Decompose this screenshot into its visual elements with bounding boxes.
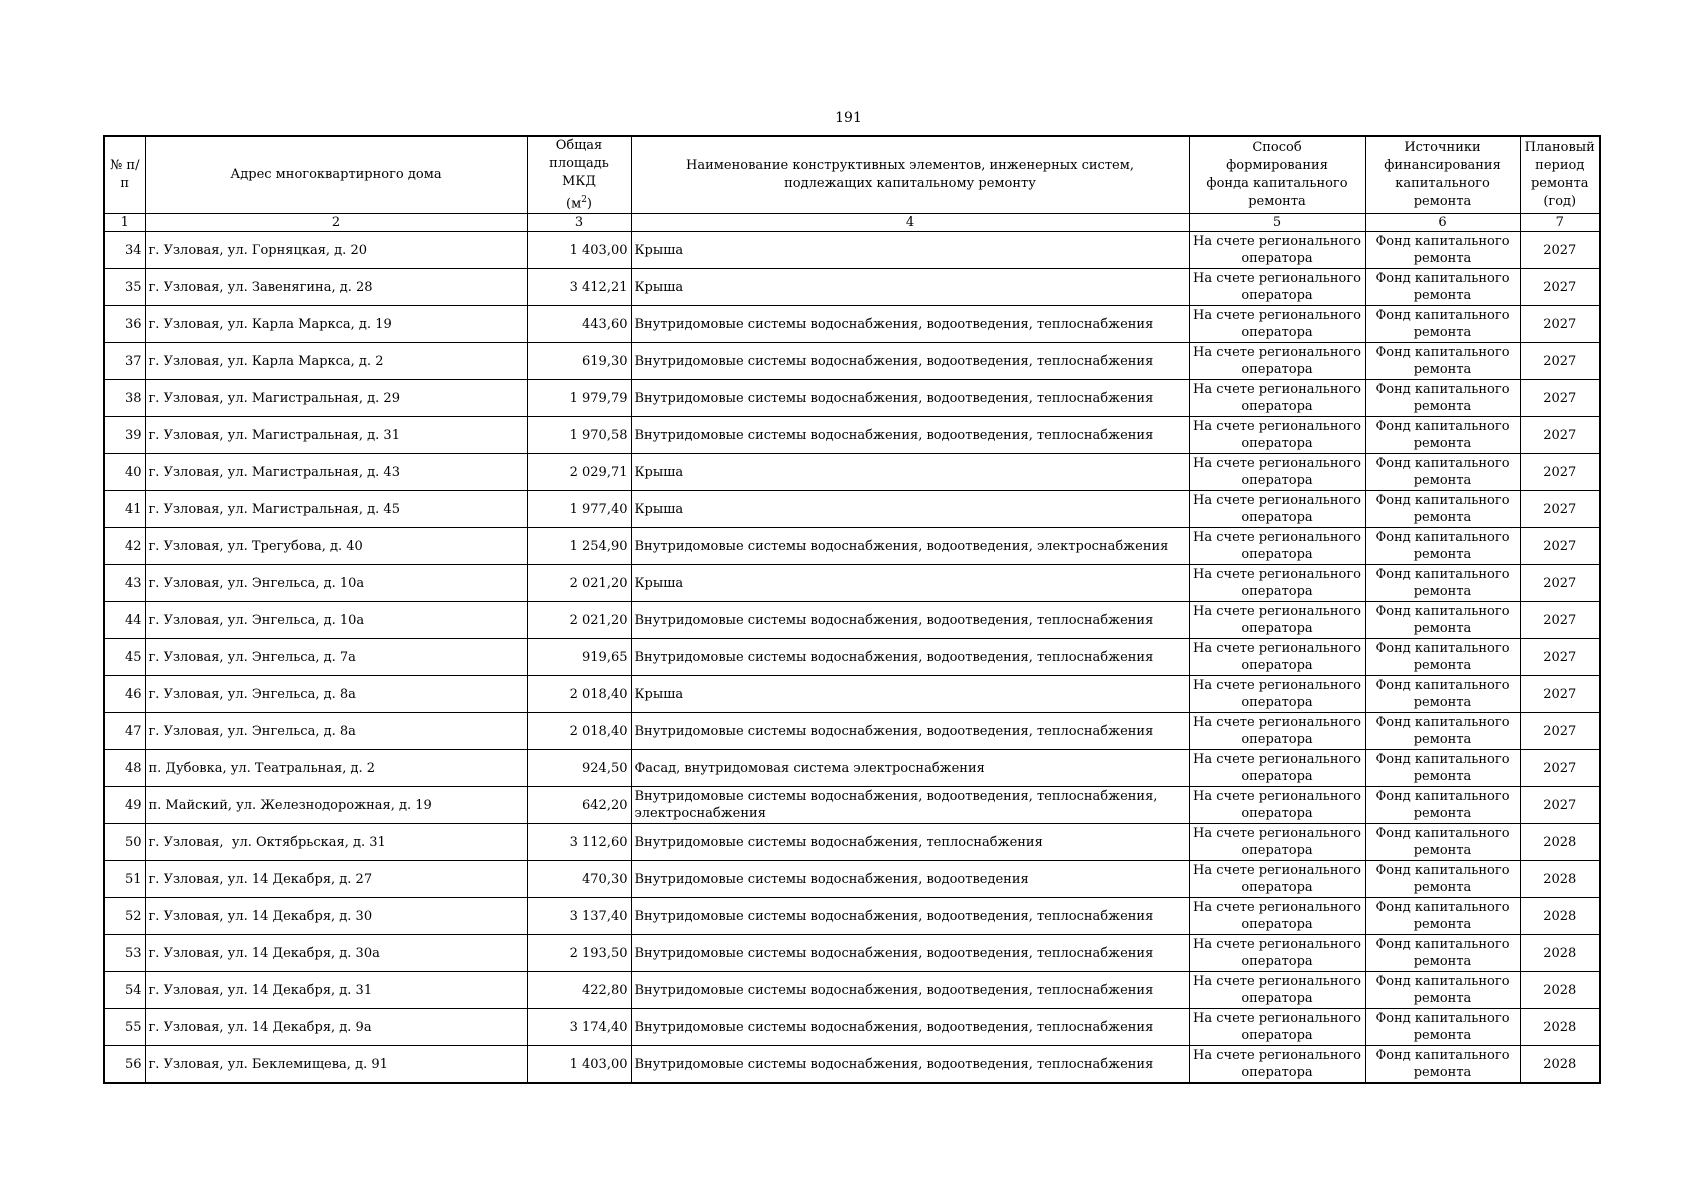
row-elements: Внутридомовые системы водоснабжения, теплоснабжения <box>631 824 1189 861</box>
table-row <box>104 602 1600 639</box>
row-source: Фонд капитального ремонта <box>1365 713 1520 750</box>
row-area: 919,65 <box>527 639 631 676</box>
row-elements: Внутридомовые системы водоснабжения, водоотведения, теплоснабжения <box>631 306 1189 343</box>
header-area-label: Общая площадь МКД <box>549 138 609 189</box>
row-way: На счете регионального оператора <box>1189 750 1365 787</box>
table-row <box>104 1046 1600 1084</box>
row-address: г. Узловая, ул. 14 Декабря, д. 30а <box>145 935 527 972</box>
table-row <box>104 565 1600 602</box>
row-address: п. Дубовка, ул. Театральная, д. 2 <box>145 750 527 787</box>
header-col-year: Плановый период ремонта (год) <box>1520 136 1600 214</box>
row-year: 2027 <box>1520 269 1600 306</box>
row-source: Фонд капитального ремонта <box>1365 491 1520 528</box>
row-address: г. Узловая, ул. Трегубова, д. 40 <box>145 528 527 565</box>
row-way: На счете регионального оператора <box>1189 454 1365 491</box>
row-year: 2027 <box>1520 232 1600 269</box>
row-number: 43 <box>104 565 145 602</box>
table-row <box>104 861 1600 898</box>
row-elements: Внутридомовые системы водоснабжения, водоотведения, теплоснабжения <box>631 972 1189 1009</box>
row-elements: Крыша <box>631 269 1189 306</box>
table-row <box>104 713 1600 750</box>
row-source: Фонд капитального ремонта <box>1365 380 1520 417</box>
table-row <box>104 972 1600 1009</box>
table-row <box>104 676 1600 713</box>
row-elements: Крыша <box>631 232 1189 269</box>
row-number: 40 <box>104 454 145 491</box>
row-year: 2028 <box>1520 861 1600 898</box>
column-number-row <box>104 214 1600 232</box>
table-row <box>104 491 1600 528</box>
row-way: На счете регионального оператора <box>1189 565 1365 602</box>
table-row <box>104 935 1600 972</box>
row-elements: Крыша <box>631 454 1189 491</box>
row-area: 2 018,40 <box>527 676 631 713</box>
row-number: 39 <box>104 417 145 454</box>
row-way: На счете регионального оператора <box>1189 898 1365 935</box>
row-area: 2 029,71 <box>527 454 631 491</box>
row-area: 422,80 <box>527 972 631 1009</box>
row-address: г. Узловая, ул. Карла Маркса, д. 2 <box>145 343 527 380</box>
row-number: 46 <box>104 676 145 713</box>
table-row <box>104 898 1600 935</box>
row-way: На счете регионального оператора <box>1189 861 1365 898</box>
row-area: 3 412,21 <box>527 269 631 306</box>
row-way: На счете регионального оператора <box>1189 935 1365 972</box>
row-address: г. Узловая, ул. Магистральная, д. 29 <box>145 380 527 417</box>
row-way: На счете регионального оператора <box>1189 824 1365 861</box>
row-elements: Внутридомовые системы водоснабжения, водоотведения, теплоснабжения <box>631 639 1189 676</box>
row-year: 2027 <box>1520 639 1600 676</box>
row-number: 35 <box>104 269 145 306</box>
header-col-elements: Наименование конструктивных элементов, инженерных систем, подлежащих капитальному ремонту <box>631 136 1189 214</box>
row-source: Фонд капитального ремонта <box>1365 787 1520 824</box>
row-way: На счете регионального оператора <box>1189 269 1365 306</box>
header-col-source: Источники финансирования капитального ремонта <box>1365 136 1520 214</box>
row-number: 51 <box>104 861 145 898</box>
row-area: 1 403,00 <box>527 232 631 269</box>
row-number: 49 <box>104 787 145 824</box>
row-source: Фонд капитального ремонта <box>1365 454 1520 491</box>
row-number: 48 <box>104 750 145 787</box>
table-row <box>104 787 1600 824</box>
row-area: 1 403,00 <box>527 1046 631 1084</box>
row-way: На счете регионального оператора <box>1189 713 1365 750</box>
row-elements: Крыша <box>631 676 1189 713</box>
column-number: 6 <box>1365 214 1520 232</box>
row-way: На счете регионального оператора <box>1189 343 1365 380</box>
header-col-number: № п/п <box>104 136 145 214</box>
row-year: 2027 <box>1520 528 1600 565</box>
row-way: На счете регионального оператора <box>1189 639 1365 676</box>
row-area: 470,30 <box>527 861 631 898</box>
row-address: г. Узловая, ул. Энгельса, д. 7а <box>145 639 527 676</box>
table-row <box>104 417 1600 454</box>
row-elements: Внутридомовые системы водоснабжения, водоотведения, теплоснабжения <box>631 713 1189 750</box>
row-address: г. Узловая, ул. Октябрьская, д. 31 <box>145 824 527 861</box>
column-number: 7 <box>1520 214 1600 232</box>
row-elements: Внутридомовые системы водоснабжения, водоотведения, теплоснабжения <box>631 1046 1189 1084</box>
row-source: Фонд капитального ремонта <box>1365 935 1520 972</box>
table-body <box>104 232 1600 1084</box>
column-number: 5 <box>1189 214 1365 232</box>
row-address: г. Узловая, ул. 14 Декабря, д. 27 <box>145 861 527 898</box>
row-address: г. Узловая, ул. Энгельса, д. 8а <box>145 676 527 713</box>
row-elements: Внутридомовые системы водоснабжения, водоотведения, теплоснабжения <box>631 898 1189 935</box>
repair-plan-table <box>103 135 1601 1084</box>
header-area-sup: 2 <box>581 195 587 205</box>
column-number: 2 <box>145 214 527 232</box>
row-area: 1 979,79 <box>527 380 631 417</box>
row-address: г. Узловая, ул. Энгельса, д. 10а <box>145 602 527 639</box>
row-elements: Внутридомовые системы водоснабжения, водоотведения, теплоснабжения <box>631 602 1189 639</box>
row-source: Фонд капитального ремонта <box>1365 306 1520 343</box>
table-row <box>104 306 1600 343</box>
row-year: 2027 <box>1520 306 1600 343</box>
row-year: 2028 <box>1520 1046 1600 1084</box>
row-number: 36 <box>104 306 145 343</box>
row-year: 2027 <box>1520 750 1600 787</box>
column-number: 4 <box>631 214 1189 232</box>
column-number: 1 <box>104 214 145 232</box>
row-number: 38 <box>104 380 145 417</box>
row-source: Фонд капитального ремонта <box>1365 898 1520 935</box>
row-area: 3 174,40 <box>527 1009 631 1046</box>
row-way: На счете регионального оператора <box>1189 306 1365 343</box>
row-number: 37 <box>104 343 145 380</box>
row-area: 619,30 <box>527 343 631 380</box>
row-source: Фонд капитального ремонта <box>1365 602 1520 639</box>
table-row <box>104 824 1600 861</box>
header-row <box>104 136 1600 214</box>
row-number: 45 <box>104 639 145 676</box>
row-number: 41 <box>104 491 145 528</box>
row-year: 2028 <box>1520 824 1600 861</box>
row-address: г. Узловая, ул. 14 Декабря, д. 30 <box>145 898 527 935</box>
row-address: г. Узловая, ул. Горняцкая, д. 20 <box>145 232 527 269</box>
row-address: г. Узловая, ул. 14 Декабря, д. 9а <box>145 1009 527 1046</box>
row-year: 2028 <box>1520 935 1600 972</box>
row-source: Фонд капитального ремонта <box>1365 676 1520 713</box>
row-elements: Внутридомовые системы водоснабжения, водоотведения, теплоснабжения <box>631 380 1189 417</box>
row-area: 1 977,40 <box>527 491 631 528</box>
row-year: 2027 <box>1520 565 1600 602</box>
table-row <box>104 380 1600 417</box>
row-way: На счете регионального оператора <box>1189 787 1365 824</box>
table-row <box>104 343 1600 380</box>
row-source: Фонд капитального ремонта <box>1365 824 1520 861</box>
row-year: 2028 <box>1520 898 1600 935</box>
row-year: 2028 <box>1520 972 1600 1009</box>
row-elements: Фасад, внутридомовая система электроснабжения <box>631 750 1189 787</box>
table-row <box>104 528 1600 565</box>
row-elements: Внутридомовые системы водоснабжения, водоотведения <box>631 861 1189 898</box>
row-source: Фонд капитального ремонта <box>1365 565 1520 602</box>
table-row <box>104 750 1600 787</box>
row-address: г. Узловая, ул. 14 Декабря, д. 31 <box>145 972 527 1009</box>
row-way: На счете регионального оператора <box>1189 676 1365 713</box>
row-area: 924,50 <box>527 750 631 787</box>
row-way: На счете регионального оператора <box>1189 417 1365 454</box>
row-address: г. Узловая, ул. Магистральная, д. 31 <box>145 417 527 454</box>
row-way: На счете регионального оператора <box>1189 232 1365 269</box>
row-address: п. Майский, ул. Железнодорожная, д. 19 <box>145 787 527 824</box>
header-col-way: Способ формирования фонда капитального ремонта <box>1189 136 1365 214</box>
row-area: 2 021,20 <box>527 602 631 639</box>
row-year: 2027 <box>1520 787 1600 824</box>
row-year: 2028 <box>1520 1009 1600 1046</box>
table-row <box>104 639 1600 676</box>
row-source: Фонд капитального ремонта <box>1365 269 1520 306</box>
row-way: На счете регионального оператора <box>1189 491 1365 528</box>
row-year: 2027 <box>1520 713 1600 750</box>
row-elements: Внутридомовые системы водоснабжения, водоотведения, теплоснабжения <box>631 935 1189 972</box>
row-area: 642,20 <box>527 787 631 824</box>
row-number: 56 <box>104 1046 145 1084</box>
row-source: Фонд капитального ремонта <box>1365 417 1520 454</box>
table-row <box>104 269 1600 306</box>
row-way: На счете регионального оператора <box>1189 1009 1365 1046</box>
row-address: г. Узловая, ул. Энгельса, д. 10а <box>145 565 527 602</box>
row-source: Фонд капитального ремонта <box>1365 1046 1520 1084</box>
row-year: 2027 <box>1520 491 1600 528</box>
row-address: г. Узловая, ул. Завенягина, д. 28 <box>145 269 527 306</box>
row-area: 2 193,50 <box>527 935 631 972</box>
row-year: 2027 <box>1520 380 1600 417</box>
table-row <box>104 1009 1600 1046</box>
row-address: г. Узловая, ул. Карла Маркса, д. 19 <box>145 306 527 343</box>
row-number: 54 <box>104 972 145 1009</box>
row-source: Фонд капитального ремонта <box>1365 1009 1520 1046</box>
row-way: На счете регионального оператора <box>1189 528 1365 565</box>
row-number: 44 <box>104 602 145 639</box>
row-way: На счете регионального оператора <box>1189 380 1365 417</box>
row-number: 55 <box>104 1009 145 1046</box>
row-address: г. Узловая, ул. Беклемищева, д. 91 <box>145 1046 527 1084</box>
row-year: 2027 <box>1520 343 1600 380</box>
table-row <box>104 454 1600 491</box>
row-number: 47 <box>104 713 145 750</box>
row-elements: Крыша <box>631 491 1189 528</box>
row-way: На счете регионального оператора <box>1189 1046 1365 1084</box>
row-elements: Внутридомовые системы водоснабжения, водоотведения, теплоснабжения <box>631 417 1189 454</box>
row-source: Фонд капитального ремонта <box>1365 232 1520 269</box>
row-elements: Внутридомовые системы водоснабжения, водоотведения, теплоснабжения <box>631 1009 1189 1046</box>
row-source: Фонд капитального ремонта <box>1365 861 1520 898</box>
page-number: 191 <box>835 110 862 126</box>
row-way: На счете регионального оператора <box>1189 602 1365 639</box>
row-area: 1 254,90 <box>527 528 631 565</box>
row-address: г. Узловая, ул. Магистральная, д. 43 <box>145 454 527 491</box>
row-source: Фонд капитального ремонта <box>1365 343 1520 380</box>
header-col-area <box>527 136 631 214</box>
row-number: 50 <box>104 824 145 861</box>
row-area: 2 018,40 <box>527 713 631 750</box>
row-year: 2027 <box>1520 602 1600 639</box>
header-area-unit: (м <box>566 196 582 212</box>
column-number: 3 <box>527 214 631 232</box>
row-area: 1 970,58 <box>527 417 631 454</box>
row-area: 3 112,60 <box>527 824 631 861</box>
row-area: 443,60 <box>527 306 631 343</box>
table-row <box>104 232 1600 269</box>
row-source: Фонд капитального ремонта <box>1365 972 1520 1009</box>
row-year: 2027 <box>1520 417 1600 454</box>
row-elements: Крыша <box>631 565 1189 602</box>
row-elements: Внутридомовые системы водоснабжения, водоотведения, теплоснабжения <box>631 343 1189 380</box>
row-number: 53 <box>104 935 145 972</box>
header-col-address: Адрес многоквартирного дома <box>145 136 527 214</box>
row-number: 42 <box>104 528 145 565</box>
row-source: Фонд капитального ремонта <box>1365 528 1520 565</box>
row-elements: Внутридомовые системы водоснабжения, водоотведения, электроснабжения <box>631 528 1189 565</box>
row-address: г. Узловая, ул. Энгельса, д. 8а <box>145 713 527 750</box>
row-year: 2027 <box>1520 676 1600 713</box>
row-number: 34 <box>104 232 145 269</box>
row-number: 52 <box>104 898 145 935</box>
row-year: 2027 <box>1520 454 1600 491</box>
row-elements: Внутридомовые системы водоснабжения, водоотведения, теплоснабжения, электроснабжения <box>631 787 1189 824</box>
row-way: На счете регионального оператора <box>1189 972 1365 1009</box>
row-source: Фонд капитального ремонта <box>1365 639 1520 676</box>
header-area-close: ) <box>586 196 592 212</box>
row-area: 2 021,20 <box>527 565 631 602</box>
row-source: Фонд капитального ремонта <box>1365 750 1520 787</box>
row-area: 3 137,40 <box>527 898 631 935</box>
row-address: г. Узловая, ул. Магистральная, д. 45 <box>145 491 527 528</box>
